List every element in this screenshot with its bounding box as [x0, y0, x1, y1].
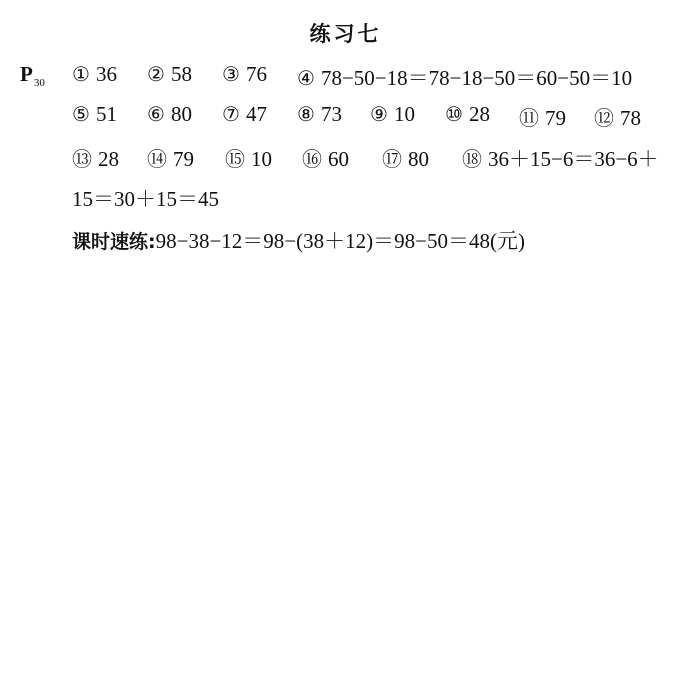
- answer-item: [222, 62, 267, 87]
- answer-value: 58: [170, 62, 192, 86]
- answer-value: 80: [408, 147, 429, 171]
- answer-item: [72, 143, 119, 172]
- answer-number: ②: [147, 62, 165, 86]
- answer-value: 73: [320, 102, 342, 126]
- answer-value: 80: [170, 102, 192, 126]
- answer-number: ⑨: [370, 102, 388, 126]
- answer-value: 79: [173, 147, 194, 171]
- answer-item: [462, 143, 659, 173]
- answer-value: 28: [468, 102, 490, 126]
- answer-number: ⑧: [297, 102, 315, 126]
- answer-number: ⑮: [225, 147, 245, 171]
- answer-number: ⑦: [222, 102, 240, 126]
- answer-number: ⑰: [382, 147, 402, 171]
- page-number-label: [20, 62, 45, 89]
- answer-number: ⑬: [72, 147, 92, 171]
- answer-value: 51: [95, 102, 117, 126]
- answer-value: 36: [95, 62, 117, 86]
- answer-number: ⑩: [445, 102, 463, 126]
- practice-expression: 98−38−12＝98−(38＋12)＝98−50＝48(元): [155, 229, 525, 253]
- answer-value: 28: [98, 147, 119, 171]
- answer-number: ⑫: [594, 106, 614, 130]
- page-letter: P: [20, 62, 33, 86]
- answer-value: 36＋15−6＝36−6＋: [488, 147, 659, 171]
- answer-number: ⑥: [147, 102, 165, 126]
- answer-item: [225, 143, 272, 172]
- answer-value: 10: [393, 102, 415, 126]
- answer-item: [147, 62, 192, 87]
- practice-line: [72, 225, 525, 255]
- answer-item: [297, 62, 632, 92]
- answer-number: ④: [297, 66, 315, 90]
- answer-value: 78: [620, 106, 641, 130]
- answer-number: ⑱: [462, 147, 482, 171]
- answer-item: [445, 102, 490, 127]
- answer-number: ⑤: [72, 102, 90, 126]
- answer-item: [302, 143, 349, 172]
- answer-value: 78−50−18＝78−18−50＝60−50＝10: [320, 66, 633, 90]
- expression-continuation: 15＝30＋15＝45: [72, 187, 219, 211]
- answer-item: [519, 102, 566, 131]
- answer-value: 76: [245, 62, 267, 86]
- answer-number: ③: [222, 62, 240, 86]
- answer-item: [147, 102, 192, 127]
- answer-number: ⑪: [519, 106, 539, 130]
- page-title: 练习七: [309, 22, 382, 46]
- answer-item: [382, 143, 429, 172]
- answer-item: [72, 62, 117, 87]
- page-number: 30: [33, 77, 45, 89]
- answer-value: 10: [251, 147, 272, 171]
- answer-value: 60: [328, 147, 349, 171]
- answer-value: 47: [245, 102, 267, 126]
- answer-item: [594, 102, 641, 131]
- practice-label: 课时速练:: [72, 231, 156, 253]
- answer-item: [370, 102, 415, 127]
- answer-number: ①: [72, 62, 90, 86]
- answer-item: [72, 102, 117, 127]
- answer-item: [297, 102, 342, 127]
- answer-number: ⑭: [147, 147, 167, 171]
- answer-item: [222, 102, 267, 127]
- answer-item: [147, 143, 194, 172]
- answer-value: 79: [545, 106, 566, 130]
- answer-number: ⑯: [302, 147, 322, 171]
